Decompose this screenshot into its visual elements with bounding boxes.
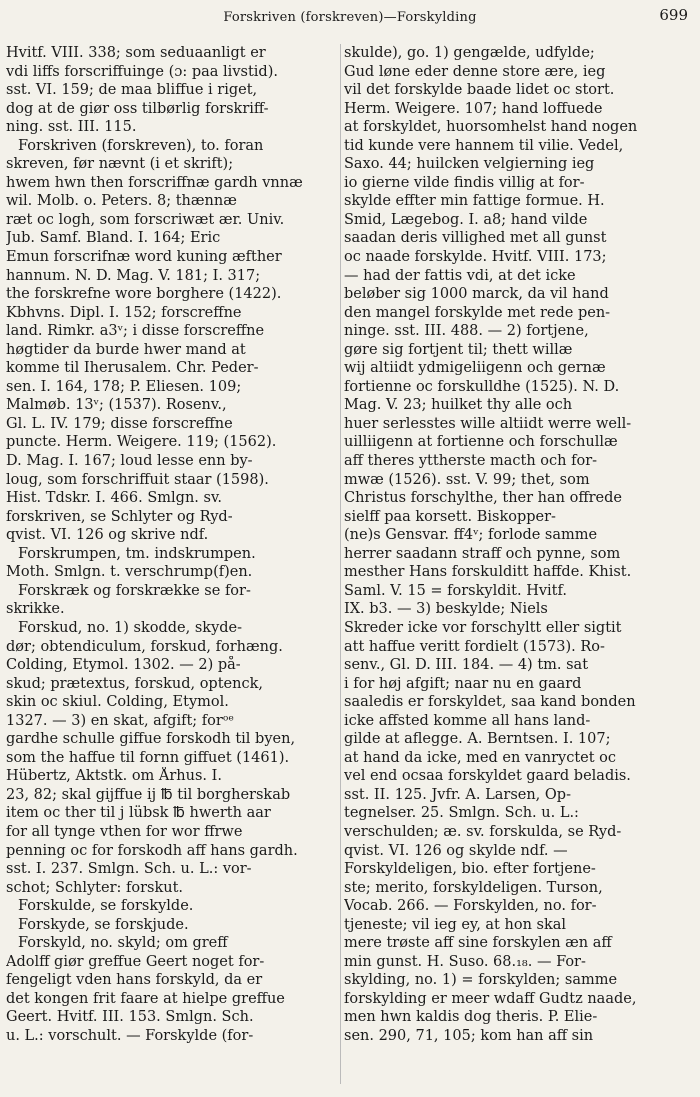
text-line: senv., Gl. D. III. 184. — 4) tm. sat bbox=[344, 657, 589, 674]
text-line: Gl. L. IV. 179; disse forscreffne bbox=[6, 415, 233, 432]
text-line: io gierne vilde findis villig at for- bbox=[344, 174, 585, 191]
text-line: Forskyde, se forskjude. bbox=[18, 916, 189, 933]
text-line: forskriven, se Schlyter og Ryd- bbox=[6, 508, 233, 525]
text-line: Skreder icke vor forschyltt eller sigtit bbox=[344, 619, 622, 636]
text-line: skin oc skiul. Colding, Etymol. bbox=[6, 694, 229, 711]
text-line: Malmøb. 13ᵛ; (1537). Rosenv., bbox=[6, 397, 227, 414]
text-line: Forskyld, no. skyld; om greff bbox=[18, 935, 228, 952]
text-line: gilde at aflegge. A. Berntsen. I. 107; bbox=[344, 731, 611, 748]
text-line: 23, 82; skal gijffue ij ℔ til borgherskab bbox=[6, 786, 291, 803]
text-line: fortienne oc forskulldhe (1525). N. D. bbox=[344, 378, 620, 395]
text-line: den mangel forskylde met rede pen- bbox=[344, 304, 611, 321]
text-line: skylde effter min fattige formue. H. bbox=[344, 193, 605, 210]
text-line: ræt oc logh, som forscriwæt ær. Univ. bbox=[6, 211, 285, 228]
text-line: ning. sst. III. 115. bbox=[6, 119, 137, 136]
text-line: Kbhvns. Dipl. I. 152; forscreffne bbox=[6, 304, 242, 321]
text-line: Geert. Hvitf. III. 153. Smlgn. Sch. bbox=[6, 1009, 254, 1026]
text-line: herrer saadann straff och pynne, som bbox=[344, 545, 621, 562]
text-line: u. L.: vorschult. — Forskylde (for- bbox=[6, 1027, 254, 1044]
text-line: Forskud, no. 1) skodde, skyde- bbox=[18, 619, 243, 636]
text-line: Hvitf. VIII. 338; som seduaanligt er bbox=[6, 45, 266, 61]
text-line: men hwn kaldis dog theris. P. Elie- bbox=[344, 1009, 598, 1026]
text-line: Jub. Samf. Bland. I. 164; Eric bbox=[6, 230, 221, 247]
text-line: mwæ (1526). sst. V. 99; thet, som bbox=[344, 471, 590, 488]
text-line: 1327. — 3) en skat, afgift; forᵒᵉ bbox=[6, 712, 235, 729]
text-line: skrikke. bbox=[6, 601, 65, 618]
text-line: Saml. V. 15 = forskyldit. Hvitf. bbox=[344, 582, 567, 599]
text-line: skud; prætextus, forskud, optenck, bbox=[6, 675, 263, 692]
text-line: IX. b3. — 3) beskylde; Niels bbox=[344, 601, 548, 618]
text-line: ste; merito, forskyldeligen. Turson, bbox=[344, 879, 603, 896]
text-line: att haffue veritt fordielt (1573). Ro- bbox=[344, 638, 605, 655]
text-line: tid kunde vere hannem til vilie. Vedel, bbox=[344, 137, 624, 154]
text-line: uilliigenn at fortienne och forschullæ bbox=[344, 434, 618, 451]
text-line: mesther Hans forskulditt haffde. Khist. bbox=[344, 564, 632, 581]
text-line: sst. II. 125. Jvfr. A. Larsen, Op- bbox=[344, 786, 571, 803]
text-line: det kongen frit faare at hielpe greffue bbox=[6, 990, 285, 1007]
text-line: ninge. sst. III. 488. — 2) fortjene, bbox=[344, 323, 589, 340]
text-line: Forskyldeligen, bio. efter fortjene- bbox=[344, 861, 596, 878]
text-line: sen. 290, 71, 105; kom han aff sin bbox=[344, 1027, 594, 1044]
text-line: Adolff giør greffue Geert noget for- bbox=[6, 953, 265, 970]
text-line: skreven, før nævnt (i et skrift); bbox=[6, 156, 234, 173]
text-line: Emun forscrifnæ word kuning æfther bbox=[6, 249, 282, 266]
text-line: fengeligt vden hans forskyld, da er bbox=[6, 972, 263, 989]
text-line: Forskulde, se forskylde. bbox=[18, 898, 194, 915]
text-line: Gud løne eder denne store ære, ieg bbox=[344, 63, 606, 80]
text-line: vdi liffs forscriffuinge (ɔ: paa livstid). bbox=[6, 63, 278, 80]
text-line: som the haffue til fornn giffuet (1461). bbox=[6, 749, 290, 766]
right-column bbox=[344, 44, 694, 1046]
text-line: sst. VI. 159; de maa bliffue i riget, bbox=[6, 82, 258, 99]
text-line: for all tynge vthen for wor ffrwe bbox=[6, 823, 243, 840]
text-line: saaledis er forskyldet, saa kand bonden bbox=[344, 694, 636, 711]
text-line: dog at de giør oss tilbørlig forskriff- bbox=[6, 100, 269, 117]
text-line: loug, som forschriffuit staar (1598). bbox=[6, 471, 269, 488]
text-line: beløber sig 1000 marck, da vil hand bbox=[344, 286, 609, 303]
text-line: Vocab. 266. — Forskylden, no. for- bbox=[344, 898, 597, 915]
text-line: wil. Molb. o. Peters. 8; thænnæ bbox=[6, 193, 237, 210]
text-line: Smid, Lægebog. I. a8; hand vilde bbox=[344, 211, 588, 228]
left-column bbox=[6, 44, 336, 1046]
text-line: Forskræk og forskrække se for- bbox=[18, 582, 251, 599]
text-line: Christus forschylthe, ther han offrede bbox=[344, 490, 623, 507]
text-line: oc naade forskylde. Hvitf. VIII. 173; bbox=[344, 249, 607, 266]
text-line: vel end ocsaa forskyldet gaard beladis. bbox=[344, 768, 631, 785]
text-line: Hist. Tdskr. I. 466. Smlgn. sv. bbox=[6, 490, 223, 507]
text-line: hannum. N. D. Mag. V. 181; I. 317; bbox=[6, 267, 261, 284]
text-line: verschulden; æ. sv. forskulda, se Ryd- bbox=[344, 823, 622, 840]
text-line: skulde), go. 1) gengælde, udfylde; bbox=[344, 45, 595, 61]
text-line: at hand da icke, med en vanryctet oc bbox=[344, 749, 617, 766]
text-line: Hübertz, Aktstk. om Århus. I. bbox=[6, 768, 222, 785]
text-line: icke affsted komme all hans land- bbox=[344, 712, 591, 729]
text-line: sielff paa korsett. Biskopper- bbox=[344, 508, 556, 525]
text-line: Mag. V. 23; huilket thy alle och bbox=[344, 397, 573, 414]
text-line: mere trøste aff sine forskylen æn aff bbox=[344, 935, 612, 952]
text-line: wij altiidt ydmigeliigenn och gernæ bbox=[344, 360, 606, 377]
text-line: forskylding er meer wdaff Gudtz naade, bbox=[344, 990, 637, 1007]
text-line: — had der fattis vdi, at det icke bbox=[344, 267, 576, 284]
text-line: saadan deris villighed met all gunst bbox=[344, 230, 607, 247]
text-line: hwem hwn then forscriffnæ gardh vnnæ bbox=[6, 174, 303, 191]
text-line: land. Rimkr. a3ᵛ; i disse forscreffne bbox=[6, 323, 265, 340]
text-line: komme til Iherusalem. Chr. Peder- bbox=[6, 360, 259, 377]
text-line: tegnelser. 25. Smlgn. Sch. u. L.: bbox=[344, 805, 579, 822]
text-line: (ne)s Gensvar. ff4ᵛ; forlode samme bbox=[344, 527, 598, 544]
text-line: sen. I. 164, 178; P. Eliesen. 109; bbox=[6, 378, 242, 395]
text-line: Saxo. 44; huilcken velgierning ieg bbox=[344, 156, 595, 173]
text-line: qvist. VI. 126 og skylde ndf. — bbox=[344, 842, 568, 859]
text-line: qvist. VI. 126 og skrive ndf. bbox=[6, 527, 209, 544]
text-line: at forskyldet, huorsomhelst hand nogen bbox=[344, 119, 638, 136]
text-line: vil det forskylde baade lidet oc stort. bbox=[344, 82, 615, 99]
text-line: tjeneste; vil ieg ey, at hon skal bbox=[344, 916, 567, 933]
text-line: gardhe schulle giffue forskodh til byen, bbox=[6, 731, 296, 748]
text-line: Forskrumpen, tm. indskrumpen. bbox=[18, 545, 256, 562]
text-line: penning oc for forskodh aff hans gardh. bbox=[6, 842, 298, 859]
text-line: skylding, no. 1) = forskylden; samme bbox=[344, 972, 618, 989]
column-divider bbox=[340, 44, 341, 1084]
text-line: høgtider da burde hwer mand at bbox=[6, 341, 246, 358]
text-line: item oc ther til j lübsk ℔ hwerth aar bbox=[6, 805, 271, 822]
text-line: huer serlesstes wille altiidt werre well- bbox=[344, 415, 632, 432]
text-line: dør; obtendiculum, forskud, forhæng. bbox=[6, 638, 283, 655]
text-line: gøre sig fortjent til; thett willæ bbox=[344, 341, 573, 358]
text-line: min gunst. H. Suso. 68.₁₈. — For- bbox=[344, 953, 586, 970]
page-number: 699 bbox=[659, 6, 688, 24]
text-line: the forskrefne wore borghere (1422). bbox=[6, 286, 282, 303]
text-line: Herm. Weigere. 107; hand loffuede bbox=[344, 100, 603, 117]
text-line: Colding, Etymol. 1302. — 2) på- bbox=[6, 657, 241, 674]
page-header bbox=[0, 6, 700, 30]
text-line: D. Mag. I. 167; loud lesse enn by- bbox=[6, 453, 253, 470]
text-line: Moth. Smlgn. t. verschrump(f)en. bbox=[6, 564, 253, 581]
text-line: aff theres yttherste macth och for- bbox=[344, 453, 598, 470]
text-line: i for høj afgift; naar nu en gaard bbox=[344, 675, 582, 692]
text-line: Forskriven (forskreven), to. foran bbox=[18, 137, 264, 154]
text-line: sst. I. 237. Smlgn. Sch. u. L.: vor- bbox=[6, 861, 252, 878]
running-head: Forskriven (forskreven)—Forskylding bbox=[223, 10, 477, 25]
text-line: schot; Schlyter: forskut. bbox=[6, 879, 184, 896]
text-line: puncte. Herm. Weigere. 119; (1562). bbox=[6, 434, 277, 451]
